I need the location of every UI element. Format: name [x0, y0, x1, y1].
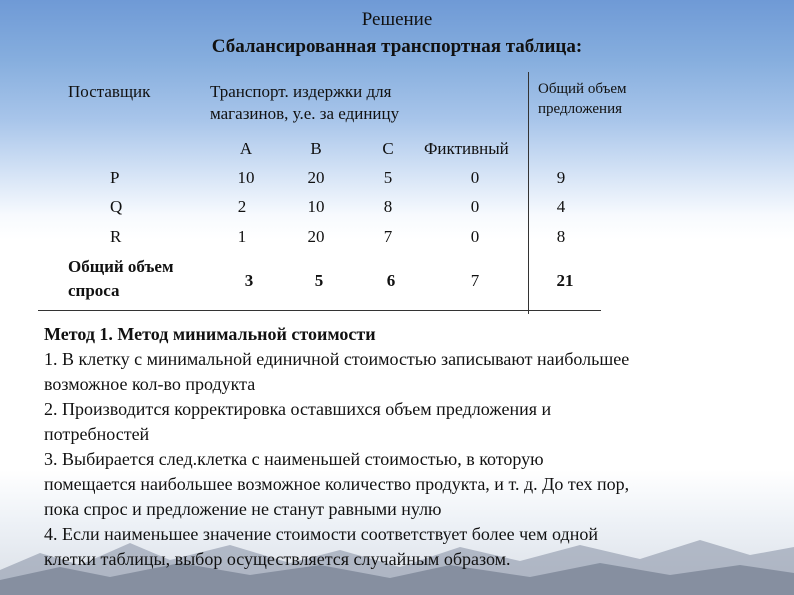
column-header-c: C [382, 139, 394, 158]
table-cell: 0 [470, 227, 480, 246]
header-supply-line2: предложения [538, 101, 623, 117]
column-header-b: B [310, 139, 322, 158]
table-cell: 20 [307, 227, 325, 246]
row-label-q: Q [110, 197, 123, 216]
method-text-block [44, 322, 784, 572]
demand-cell: 5 [314, 271, 324, 290]
table-cell: 7 [383, 227, 393, 246]
table-cell: 0 [470, 197, 480, 216]
method-line: потребностей [44, 424, 150, 444]
table-cell: 1 [237, 227, 247, 246]
slide-title: Решение [361, 9, 433, 30]
table-cell: 8 [383, 197, 393, 216]
method-line: помещается наибольшее возможное количество продукта, и т. д. До тех пор, [44, 474, 630, 494]
method-line: клетки таблицы, выбор осуществляется случайным образом. [44, 549, 511, 569]
method-line: пока спрос и предложение не станут равными нулю [44, 499, 442, 519]
header-supply-line1: Общий объем [538, 81, 627, 97]
method-line: 4. Если наименьшее значение стоимости соответствует более чем одной [44, 524, 598, 544]
demand-label-line2: спроса [68, 281, 120, 300]
demand-cell: 6 [386, 271, 396, 290]
header-supplier: Поставщик [68, 82, 151, 101]
column-header-a: A [239, 139, 253, 158]
method-line: 2. Производится корректировка оставшихся объем предложения и [44, 399, 552, 419]
table-divider-vertical [528, 72, 529, 314]
method-title: Метод 1. Метод минимальной стоимости [44, 324, 376, 344]
table-cell: 20 [307, 168, 325, 187]
demand-label-line1: Общий объем [68, 257, 174, 276]
header-costs-line2: магазинов, у.е. за единицу [210, 104, 400, 123]
table-cell: 10 [307, 197, 325, 216]
demand-cell: 7 [470, 271, 480, 290]
demand-cell: 3 [244, 271, 254, 290]
demand-total-cell: 21 [556, 271, 574, 290]
slide-subtitle: Сбалансированная транспортная таблица: [211, 36, 583, 57]
row-label-r: R [110, 227, 122, 246]
table-cell: 10 [237, 168, 255, 187]
column-header-fictive: Фиктивный [424, 139, 509, 158]
row-label-p: P [110, 168, 120, 187]
method-line: 3. Выбирается след.клетка с наименьшей стоимостью, в которую [44, 449, 544, 469]
table-divider-horizontal [38, 310, 601, 311]
table-cell: 5 [383, 168, 393, 187]
method-line: возможное кол-во продукта [44, 374, 256, 394]
supply-cell: 9 [556, 168, 566, 187]
supply-cell: 8 [556, 227, 566, 246]
header-costs-line1: Транспорт. издержки для [210, 82, 392, 101]
table-cell: 2 [237, 197, 247, 216]
supply-cell: 4 [556, 197, 566, 216]
table-cell: 0 [470, 168, 480, 187]
method-line: 1. В клетку с минимальной единичной стоимостью записывают наибольшее [44, 349, 630, 369]
